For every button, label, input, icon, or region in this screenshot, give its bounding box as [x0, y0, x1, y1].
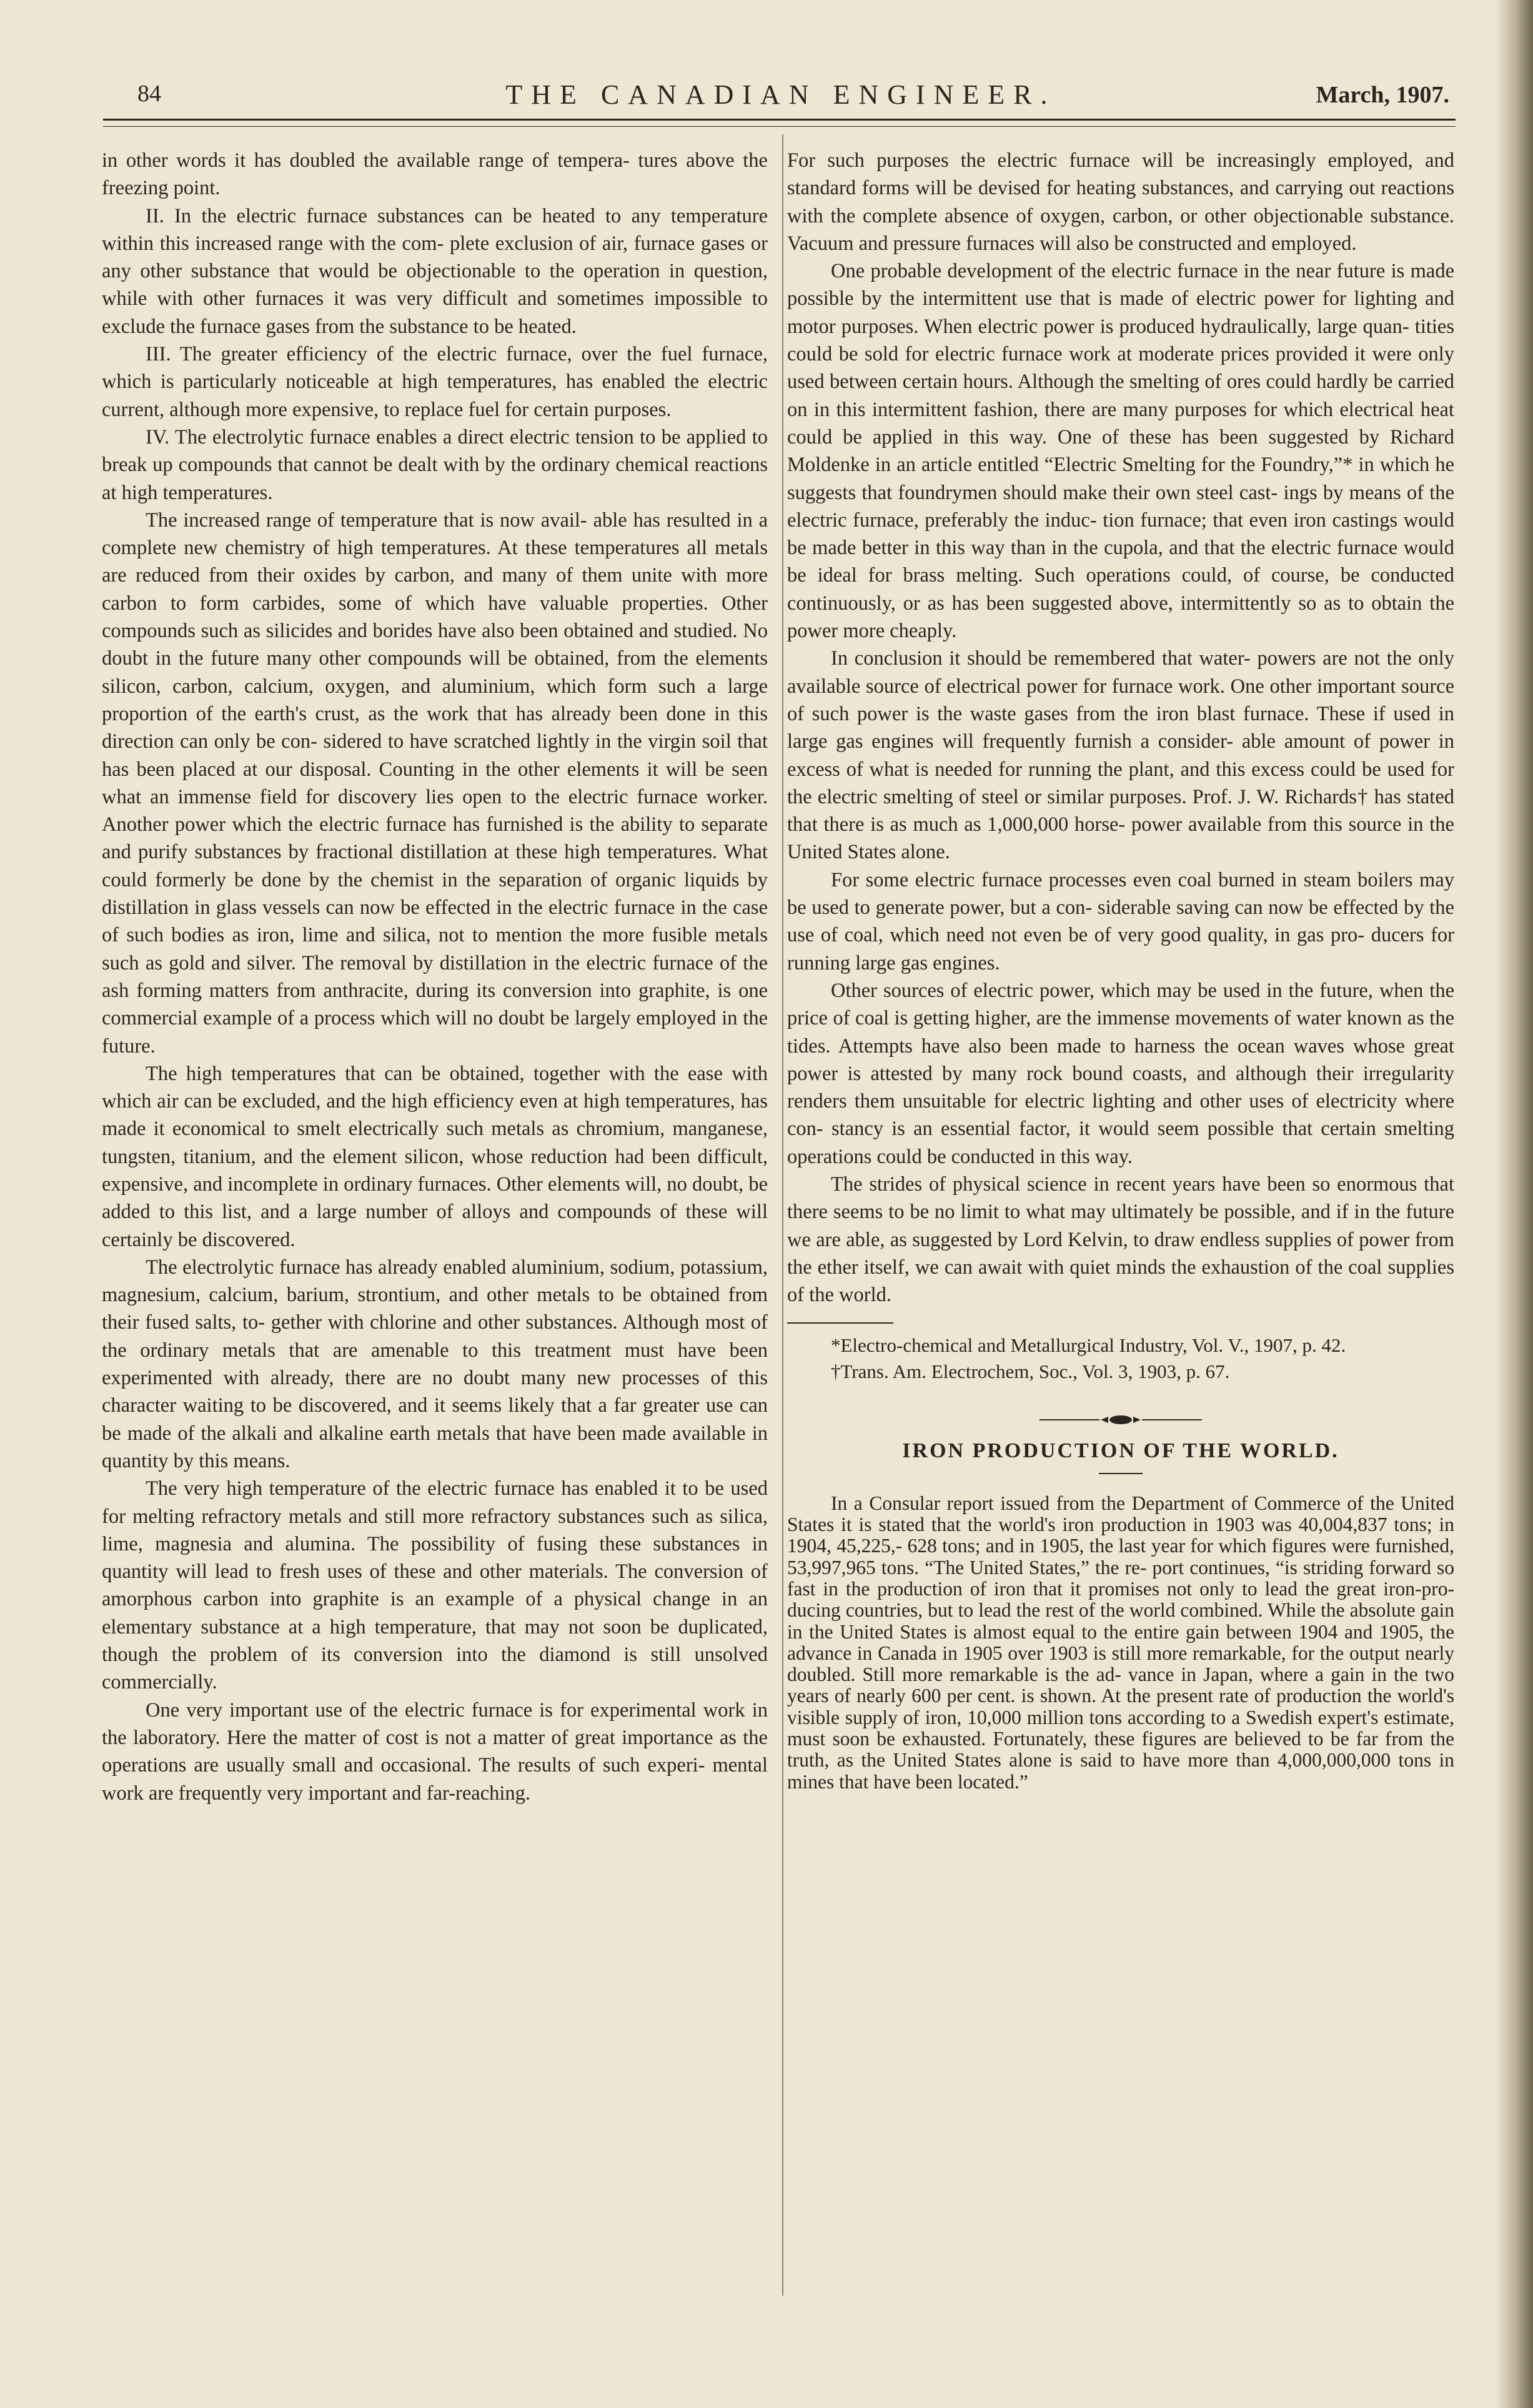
paragraph: Other sources of electric power, which may be used in the future, when the price of coal is getting higher, are the immense movements of water known as the tides. Attempts have also been made to harness the ocean waves whose great power is attested by many rock bound coasts, and although their irregularity renders them unsuitable for electric lighting and other uses of electricity where con- stancy is an essential factor, it would seem possible that certain smelting operations could be conducted in this way.: [787, 979, 1454, 1168]
paragraph: The strides of physical science in recent years have been so enormous that there seems to be no limit to what may ultimately be possible, and if in the future we are able, as suggested by Lord Kelvin, to draw endless supplies of power from the ether itself, we can await with quiet minds the exhaustion of the coal supplies of the world.: [787, 1172, 1454, 1307]
footnote: *Electro-chemical and Metallurgical Industry, Vol. V., 1907, p. 42.: [831, 1334, 1346, 1357]
paragraph: In conclusion it should be remembered that water- powers are not the only available source of electrical power for furnace work. One other important source of such power is the waste gases from the iron blast furnace. These if used in large gas engines will frequently furnish a consider- able amount of power in excess of what is needed for running the plant, and this excess could be used for the electric smelting of steel or similar purposes. Prof. J. W. Richards† has stated that there is as much as 1,000,000 horse- power available from this source in the United States alone.: [787, 647, 1454, 864]
footnote: †Trans. Am. Electrochem, Soc., Vol. 3, 1903, p. 67.: [831, 1360, 1230, 1383]
page-number: 84: [137, 81, 161, 107]
column-divider: [782, 134, 783, 2296]
footnote-rule: [787, 1322, 893, 1324]
section-body: In a Consular report issued from the Department of Commerce of the United States it is stated that the world's iron production in 1903 was 40,004,837 tons; in 1904, 45,225,- 628 tons; and in 1905, the last year for which figures were furnished, 53,997,965 tons. “The United States,” the re- port continues, “is striding forward so fast in the production of iron that it promises not only to lead the great iron-pro- ducing countries, but to lead the rest of the world combined. While the absolute gain in the United States is almost equal to the entire gain between 1904 and 1905, the advance in Canada in 1905 over 1903 is still more remarkable, for the output nearly doubled. Still more remarkable is the ad- vance in Japan, where a gain in the two years of nearly 600 per cent. is shown. At the present rate of production the world's visible supply of iron, 10,000 million tons according to a Swedish expert's estimate, must soon be exhausted. Fortunately, these figures are believed to be far from the truth, as the United States alone is said to have more than 4,000,000,000 tons in mines that have been located.”: [787, 1492, 1454, 1793]
journal-title: THE CANADIAN ENGINEER.: [505, 79, 1056, 110]
paragraph: The very high temperature of the electric furnace has enabled it to be used for melting refractory metals and still more refractory substances such as silica, lime, magnesia and alumina. The possibility of fusing these substances in quantity will lead to fresh uses of these and other materials. The conversion of amorphous carbon into graphite is an example of a physical change in an elementary substance at a high temperature, that may not soon be duplicated, though the problem of its conversion into the diamond is still unsolved commercially.: [102, 1477, 768, 1694]
paragraph: II. In the electric furnace substances can be heated to any temperature within this increased range with the com- plete exclusion of air, furnace gases or any other substance that would be objectionable to the operation in question, while with other furnaces it was very difficult and sometimes impossible to exclude the furnace gases from the substance to be heated.: [102, 204, 768, 338]
section-heading: IRON PRODUCTION OF THE WORLD.: [902, 1439, 1339, 1463]
header-rule-thick: [103, 119, 1456, 121]
paragraph: One probable development of the electric furnace in the near future is made possible by the intermittent use that is made of electric power for lighting and motor purposes. When electric power is produced hydraulically, large quan- tities could be sold for electric furnace work at moderate prices provided it were only used between certain hours. Although the smelting of ores could hardly be carried on in this intermittent fashion, there are many purposes for which electrical heat could be applied in this way. One of these has been suggested by Richard Moldenke in an article entitled “Electric Smelting for the Foundry,”* in which he suggests that foundrymen should make their own steel cast- ings by means of the electric furnace, preferably the induc- tion furnace; that even iron castings would be made better in this way than in the cupola, and that the electric furnace would be ideal for brass melting. Such operations could, of course, be conducted continuously, or as has been suggested above, intermittently so as to obtain the power more cheaply.: [787, 260, 1454, 643]
paragraph: One very important use of the electric furnace is for experimental work in the laboratory. Here the matter of cost is not a matter of great importance as the operations are usually small and occasional. The results of such experi- mental work are frequently very important and far-reaching.: [102, 1698, 768, 1805]
paragraph: III. The greater efficiency of the electric furnace, over the fuel furnace, which is particularly noticeable at high temperatures, has enabled the electric current, although more expensive, to replace fuel for certain purposes.: [102, 343, 768, 421]
paragraph: in other words it has doubled the available range of tempera- tures above the freezing point.: [102, 149, 768, 200]
paragraph: For some electric furnace processes even coal burned in steam boilers may be used to generate power, but a con- siderable saving can now be effected by the use of coal, which need not even be of very good quality, in gas pro- ducers for running large gas engines.: [787, 868, 1454, 974]
section-ornament: [787, 1406, 1454, 1419]
page-header: [112, 75, 1449, 125]
left-column: [102, 147, 768, 1807]
paragraph: The high temperatures that can be obtained, together with the ease with which air can be excluded, and the high efficiency even at high temperatures, has made it economical to smelt electrically such metals as chromium, manganese, tungsten, titanium, and the element silicon, whose reduction had been difficult, expensive, and incomplete in ordinary furnaces. Other elements will, no doubt, be added to this list, and a large number of alloys and compounds of these will certainly be discovered.: [102, 1062, 768, 1251]
paragraph: For such purposes the electric furnace will be increasingly employed, and standard forms will be devised for heating substances, and carrying out reactions with the complete absence of oxygen, carbon, or other objectionable substance. Vacuum and pressure furnaces will also be constructed and employed.: [787, 149, 1454, 255]
page-edge-shadow: [1496, 0, 1533, 2408]
paragraph: The increased range of temperature that is now avail- able has resulted in a complete new chemistry of high temperatures. At these temperatures all metals are reduced from their oxides by carbon, and many of them unite with more carbon to form carbides, some of which have valuable properties. Other compounds such as silicides and borides have also been obtained and studied. No doubt in the future many other compounds will be obtained, from the elements silicon, carbon, calcium, oxygen, and aluminium, which form such a large proportion of the earth's crust, as the work that has already been done in this direction can only be con- sidered to have scratched lightly in the virgin soil that has been placed at our disposal. Counting in the other elements it will be seen what an immense field for discovery lies open to the electric furnace worker. Another power which the electric furnace has furnished is the ability to separate and purify substances by fractional distillation at these high temperatures. What could formerly be done by the chemist in the separation of organic liquids by distillation in glass vessels can now be effected in the electric furnace in the case of such bodies as iron, lime and silica, not to mention the more fusible metals such as gold and silver. The removal by distillation in the electric furnace of the ash forming matters from anthracite, during its conversion into graphite, is one commercial example of a process which will no doubt be largely employed in the future.: [102, 508, 768, 1058]
right-column: [787, 147, 1454, 1793]
header-rule-thin: [103, 126, 1456, 127]
paragraph: IV. The electrolytic furnace enables a direct electric tension to be applied to break up compounds that cannot be dealt with by the ordinary chemical reactions at high temperatures.: [102, 425, 768, 504]
paragraph: The electrolytic furnace has already enabled aluminium, sodium, potassium, magnesium, calcium, barium, strontium, and other metals to be obtained from their fused salts, to- gether with chlorine and other substances. Although most of the ordinary metals that are amenable to this treatment must have been experimented with already, there are no doubt many new processes of this character waiting to be discovered, and it seems likely that a far greater use can be made of the alkali and alkaline earth metals that have been made available in quantity by this means.: [102, 1256, 768, 1472]
heading-rule: [1099, 1473, 1143, 1474]
ornament-divider-icon: [1039, 1414, 1202, 1426]
issue-date: March, 1907.: [1316, 82, 1449, 108]
